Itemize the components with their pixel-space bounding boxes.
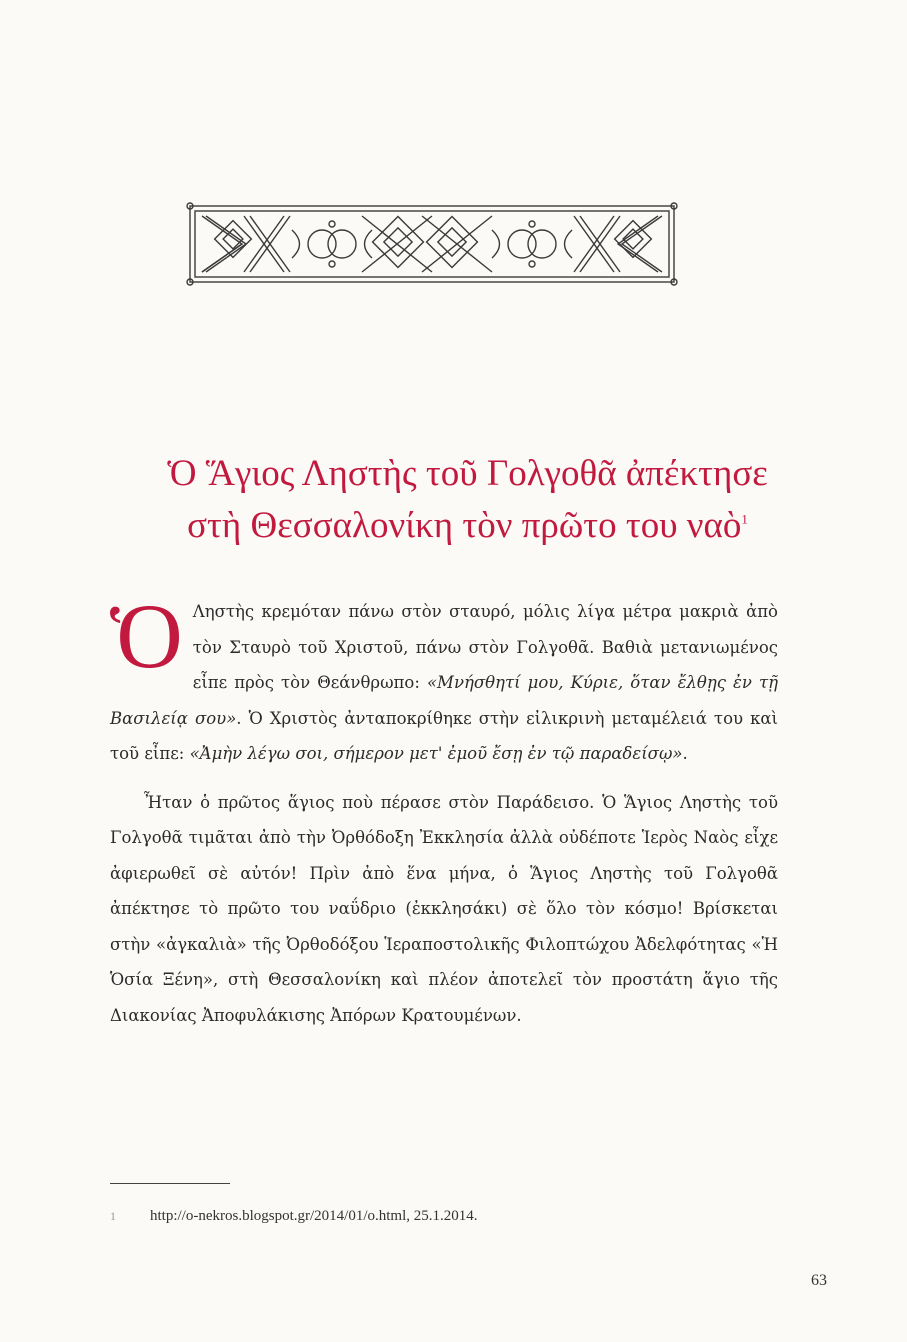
title-line-1: Ὁ Ἅγιος Ληστὴς τοῦ Γολγοθᾶ ἀπέκτησε [167, 453, 768, 494]
title-line-2 [100, 500, 835, 552]
page-number: 63 [811, 1272, 827, 1289]
footnote [110, 1208, 710, 1225]
paragraph-1-part-2: . Ὁ Χριστὸς ἀνταποκρίθηκε στὴν εἰλικρινὴ μεταμέλειά του καὶ τοῦ εἶπε: [110, 708, 778, 763]
footnote-divider [110, 1183, 230, 1184]
quote-2: «Ἀμὴν λέγω σοι, σήμερον μετ' ἐμοῦ ἔσῃ ἐν τῷ παραδείσῳ» [189, 744, 683, 763]
chapter-title [100, 448, 835, 552]
paragraph-2: Ἦταν ὁ πρῶτος ἅγιος ποὺ πέρασε στὸν Παράδεισο. Ὁ Ἅγιος Ληστὴς τοῦ Γολγοθᾶ τιμᾶται ἀπὸ τὴν Ὀρθόδοξη Ἐκκλησία ἀλλὰ οὐδέποτε Ἱερὸς Ναὸς εἶχε ἀφιερωθεῖ σὲ αὐτόν! Πρὶν ἀπὸ ἕνα μήνα, ὁ Ἅγιος Ληστὴς τοῦ Γολγοθᾶ ἀπέκτησε τὸ πρῶτο του ναΰδριο (ἐκκλησάκι) σὲ ὅλο τὸν κόσμο! Βρίσκεται στὴν «ἀγκαλιὰ» τῆς Ὀρθοδόξου Ἱεραποστολικῆς Φιλοπτώχου Ἀδελφότητας «Ἡ Ὁσία Ξένη», στὴ Θεσσαλονίκη καὶ πλέον ἀποτελεῖ τὸν προστάτη ἅγιο τῆς Διακονίας Ἀποφυλάκισης Ἀπόρων Κρατουμένων. [110, 792, 778, 1025]
paragraph-1-part-3: . [682, 744, 688, 763]
celtic-knot-ornament-icon [182, 200, 682, 290]
paragraph-1 [110, 585, 779, 772]
body-text [110, 585, 779, 1033]
footnote-number: 1 [110, 1209, 116, 1223]
footnote-ref[interactable]: 1 [741, 511, 748, 527]
footnote-text[interactable]: http://o-nekros.blogspot.gr/2014/01/o.html, 25.1.2014. [150, 1208, 478, 1224]
quote-1: «Μνήσθητί μου, Κύριε, ὅταν ἔλθῃς ἐν τῇ Βασιλείᾳ σου» [110, 673, 779, 728]
title-line-2-text: στὴ Θεσσαλονίκη τὸν πρῶτο του ναὸ [187, 505, 742, 546]
paragraph-1-part-1: Ληστὴς κρεμόταν πάνω στὸν σταυρό, μόλις λίγα μέτρα μακριὰ ἀπὸ τὸν Σταυρὸ τοῦ Χριστοῦ, πάνω στὸν Γολγοθᾶ. Βαθιὰ μετανιωμένος εἶπε πρὸς τὸν Θεάνθρωπο: [192, 602, 778, 692]
drop-cap: Ὁ [110, 585, 183, 687]
